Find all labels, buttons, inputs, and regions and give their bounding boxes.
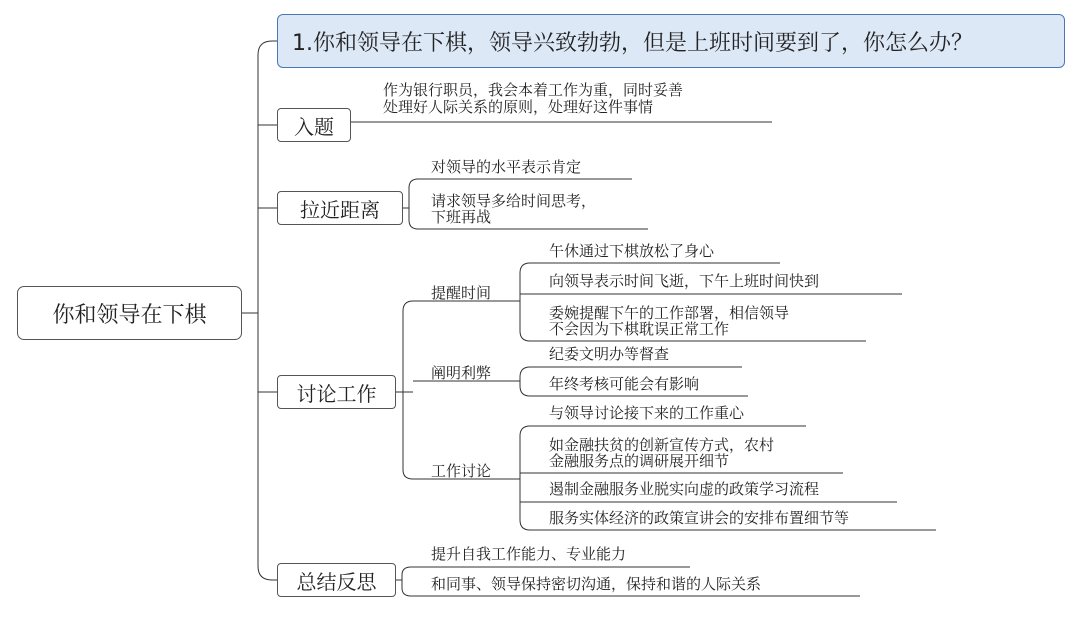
branch-discuss[interactable]: 讨论工作 bbox=[277, 375, 396, 409]
summary-leaf-1: 提升自我工作能力、专业能力 bbox=[431, 545, 627, 563]
intro-leaf-1: 作为银行职员，我会本着工作为重，同时妥善 处理好人际关系的原则，处理好这件事情 bbox=[383, 81, 684, 116]
work-leaf-1: 与领导讨论接下来的工作重心 bbox=[549, 404, 745, 422]
work-leaf-4: 服务实体经济的政策宣讲会的安排布置细节等 bbox=[549, 509, 850, 527]
sub-pros-cons[interactable]: 阐明利弊 bbox=[431, 364, 492, 382]
branch-summary[interactable]: 总结反思 bbox=[277, 563, 396, 597]
sub-remind-time[interactable]: 提醒时间 bbox=[431, 284, 492, 302]
sub-work-discussion[interactable]: 工作讨论 bbox=[431, 462, 492, 480]
branch-closer[interactable]: 拉近距离 bbox=[277, 191, 403, 225]
root-node[interactable]: 你和领导在下棋 bbox=[17, 286, 242, 340]
summary-leaf-2: 和同事、领导保持密切沟通，保持和谐的人际关系 bbox=[431, 575, 762, 593]
pros-leaf-1: 纪委文明办等督查 bbox=[549, 345, 670, 363]
question-title[interactable]: 1.你和领导在下棋，领导兴致勃勃，但是上班时间要到了，你怎么办？ bbox=[277, 14, 1065, 68]
remind-leaf-2: 向领导表示时间飞逝，下午上班时间快到 bbox=[549, 272, 820, 290]
work-leaf-2: 如金融扶贫的创新宣传方式，农村 金融服务点的调研展开细节 bbox=[549, 436, 775, 470]
pros-leaf-2: 年终考核可能会有影响 bbox=[549, 375, 700, 393]
work-leaf-3: 遏制金融服务业脱实向虚的政策学习流程 bbox=[549, 480, 820, 498]
remind-leaf-3: 委婉提醒下午的工作部署，相信领导 不会因为下棋耽误正常工作 bbox=[549, 304, 790, 338]
closer-leaf-1: 对领导的水平表示肯定 bbox=[431, 158, 582, 176]
branch-intro[interactable]: 入题 bbox=[277, 108, 351, 142]
remind-leaf-1: 午休通过下棋放松了身心 bbox=[549, 242, 715, 260]
closer-leaf-2: 请求领导多给时间思考， 下班再战 bbox=[431, 192, 597, 226]
